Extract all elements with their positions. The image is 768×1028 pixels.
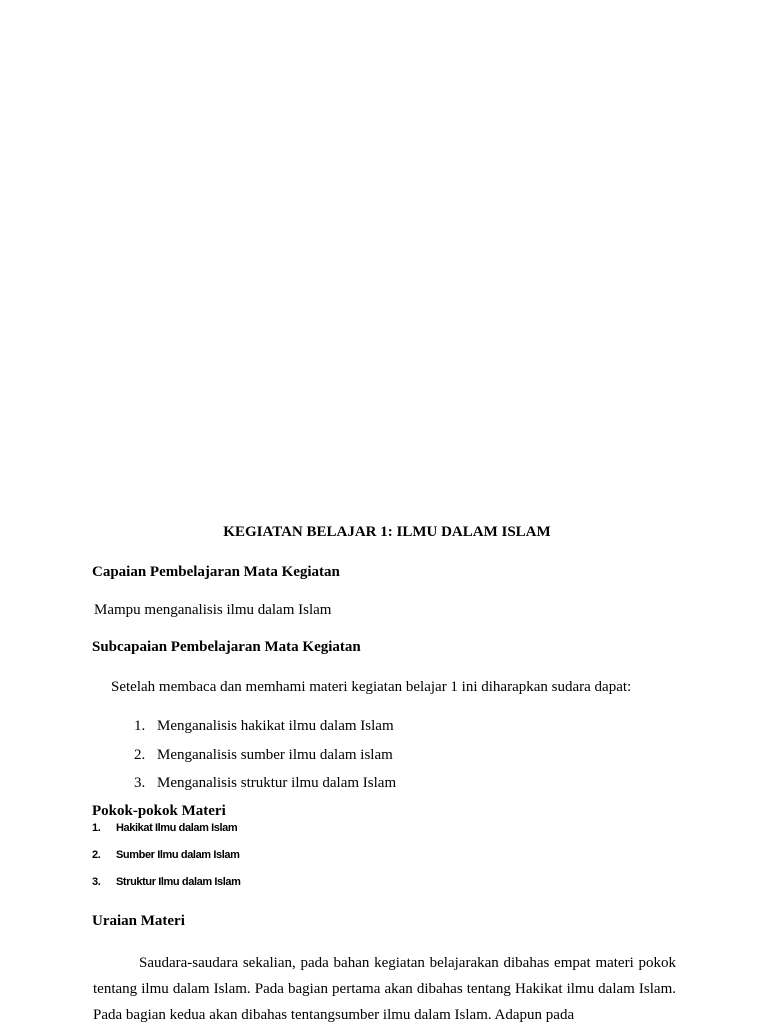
list-item [92,822,237,834]
list-item-number: 1. [134,718,146,734]
subcapaian-intro: Setelah membaca dan memhami materi kegiatan belajar 1 ini diharapkan sudara dapat: [111,679,632,695]
list-item-text: Menganalisis sumber ilmu dalam islam [157,747,393,763]
subcapaian-heading: Subcapaian Pembelajaran Mata Kegiatan [92,639,361,655]
capaian-heading: Capaian Pembelajaran Mata Kegiatan [92,564,340,580]
list-item-number: 1. [92,822,101,834]
list-item-number: 3. [92,876,101,888]
list-item-number: 2. [92,849,101,861]
uraian-paragraph: Saudara-saudara sekalian, pada bahan kegiatan belajarakan dibahas empat materi pokok tentang ilmu dalam Islam. Pada bagian pertama akan dibahas tentang Hakikat ilmu dalam Islam. Pada bagian kedua akan dibahas tentangsumber ilmu dalam Islam. Adapun pada [93,955,676,1023]
list-item-text: Hakikat Ilmu dalam Islam [116,822,238,834]
list-item-text: Sumber Ilmu dalam Islam [116,849,240,861]
list-item-text: Struktur Ilmu dalam Islam [116,876,241,888]
uraian-heading: Uraian Materi [92,913,185,929]
page-title: KEGIATAN BELAJAR 1: ILMU DALAM ISLAM [223,524,551,540]
list-item [92,876,240,888]
list-item-number: 2. [134,747,146,763]
capaian-text: Mampu menganalisis ilmu dalam Islam [94,602,332,618]
list-item-text: Menganalisis hakikat ilmu dalam Islam [157,718,394,734]
list-item [92,849,239,861]
list-item-text: Menganalisis struktur ilmu dalam Islam [157,775,397,791]
pokok-heading: Pokok-pokok Materi [92,803,226,819]
list-item-number: 3. [134,775,146,791]
